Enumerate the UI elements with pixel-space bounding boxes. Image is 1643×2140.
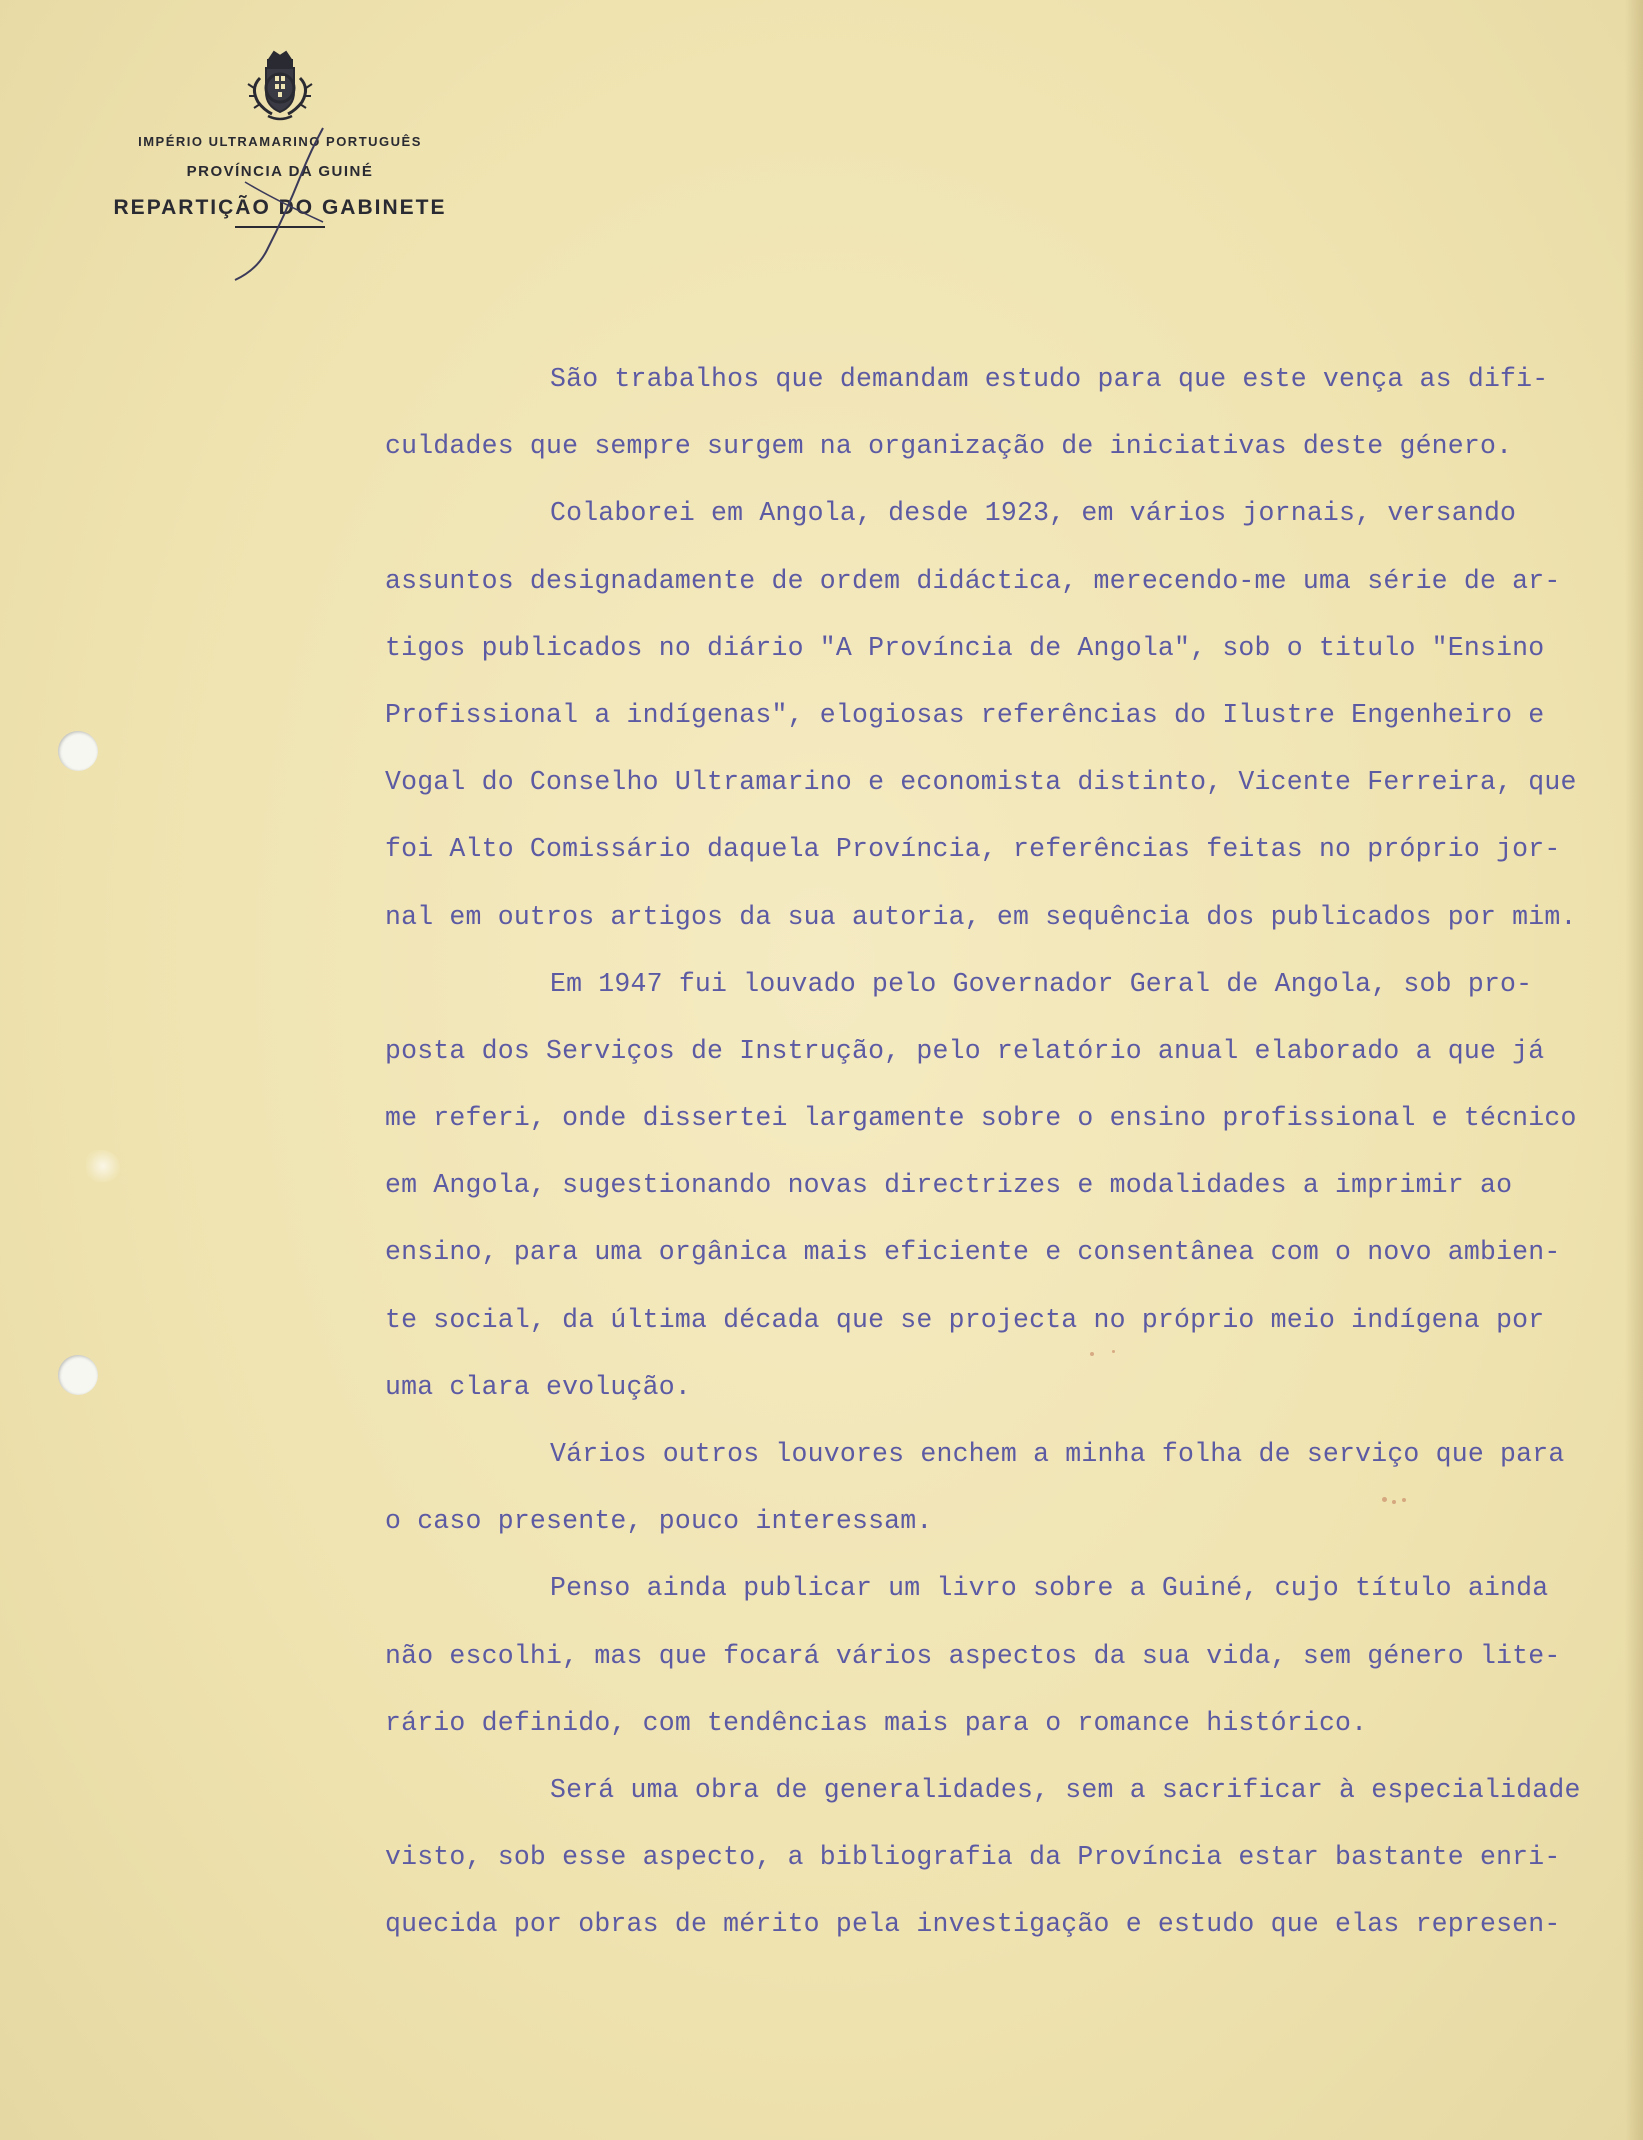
body-line: tigos publicados no diário "A Província de Angola", sob o titulo "Ensino [385, 632, 1545, 663]
paper-damage [86, 1150, 120, 1182]
body-line: Será uma obra de generalidades, sem a sacrificar à especialidade [550, 1774, 1581, 1805]
body-line: São trabalhos que demandam estudo para que este vença as difi- [550, 364, 1549, 394]
letterhead-department: REPARTIÇÃO DO GABINETE [113, 196, 447, 219]
body-line: culdades que sempre surgem na organização de iniciativas deste género. [385, 431, 1513, 462]
ink-spot [1392, 1500, 1396, 1504]
body-line: te social, da última década que se projecta no próprio meio indígena por [385, 1304, 1545, 1335]
body-line: Penso ainda publicar um livro sobre a Guiné, cujo título ainda [550, 1573, 1549, 1604]
body-line: o caso presente, pouco interessam. [385, 1506, 933, 1537]
page-edge-shadow [1625, 0, 1643, 2140]
body-line: Em 1947 fui louvado pelo Governador Geral de Angola, sob pro- [550, 968, 1533, 999]
body-line: Vogal do Conselho Ultramarino e economista distinto, Vicente Ferreira, que [385, 767, 1577, 798]
body-line: foi Alto Comissário daquela Província, referências feitas no próprio jor- [385, 834, 1561, 865]
body-line: assuntos designadamente de ordem didáctica, merecendo-me uma série de ar- [385, 565, 1561, 596]
pen-mark-icon [205, 120, 345, 290]
typed-body [385, 346, 1595, 1959]
letterhead-province: PROVÍNCIA DA GUINÉ [186, 163, 374, 180]
body-line: me referi, onde dissertei largamente sobre o ensino profissional e técnico [385, 1103, 1577, 1134]
body-line: em Angola, sugestionando novas directrizes e modalidades a imprimir ao [385, 1170, 1513, 1201]
letterhead-empire: IMPÉRIO ULTRAMARINO PORTUGUÊS [138, 134, 422, 149]
ink-spot [1382, 1497, 1387, 1502]
body-line: Colaborei em Angola, desde 1923, em vários jornais, versando [550, 498, 1517, 529]
ink-spot [1112, 1350, 1115, 1353]
body-line: quecida por obras de mérito pela investigação e estudo que elas represen- [385, 1909, 1561, 1940]
body-line: Profissional a indígenas", elogiosas referências do Ilustre Engenheiro e [385, 699, 1545, 730]
body-line: posta dos Serviços de Instrução, pelo relatório anual elaborado a que já [385, 1035, 1545, 1066]
body-line: rário definido, com tendências mais para o romance histórico. [385, 1707, 1368, 1738]
portuguese-coat-of-arms-icon [240, 48, 320, 128]
ink-spot [1090, 1352, 1094, 1356]
punch-hole [58, 1355, 98, 1395]
ink-spot [1402, 1498, 1406, 1502]
body-line: uma clara evolução. [385, 1371, 691, 1402]
body-line: não escolhi, mas que focará vários aspectos da sua vida, sem género lite- [385, 1640, 1561, 1671]
body-line: nal em outros artigos da sua autoria, em sequência dos publicados por mim. [385, 901, 1577, 932]
body-line: visto, sob esse aspecto, a bibliografia da Província estar bastante enri- [385, 1842, 1561, 1873]
body-line: Vários outros louvores enchem a minha folha de serviço que para [550, 1439, 1565, 1469]
body-line: ensino, para uma orgânica mais eficiente e consentânea com o novo ambien- [385, 1237, 1561, 1268]
punch-hole [58, 731, 98, 771]
